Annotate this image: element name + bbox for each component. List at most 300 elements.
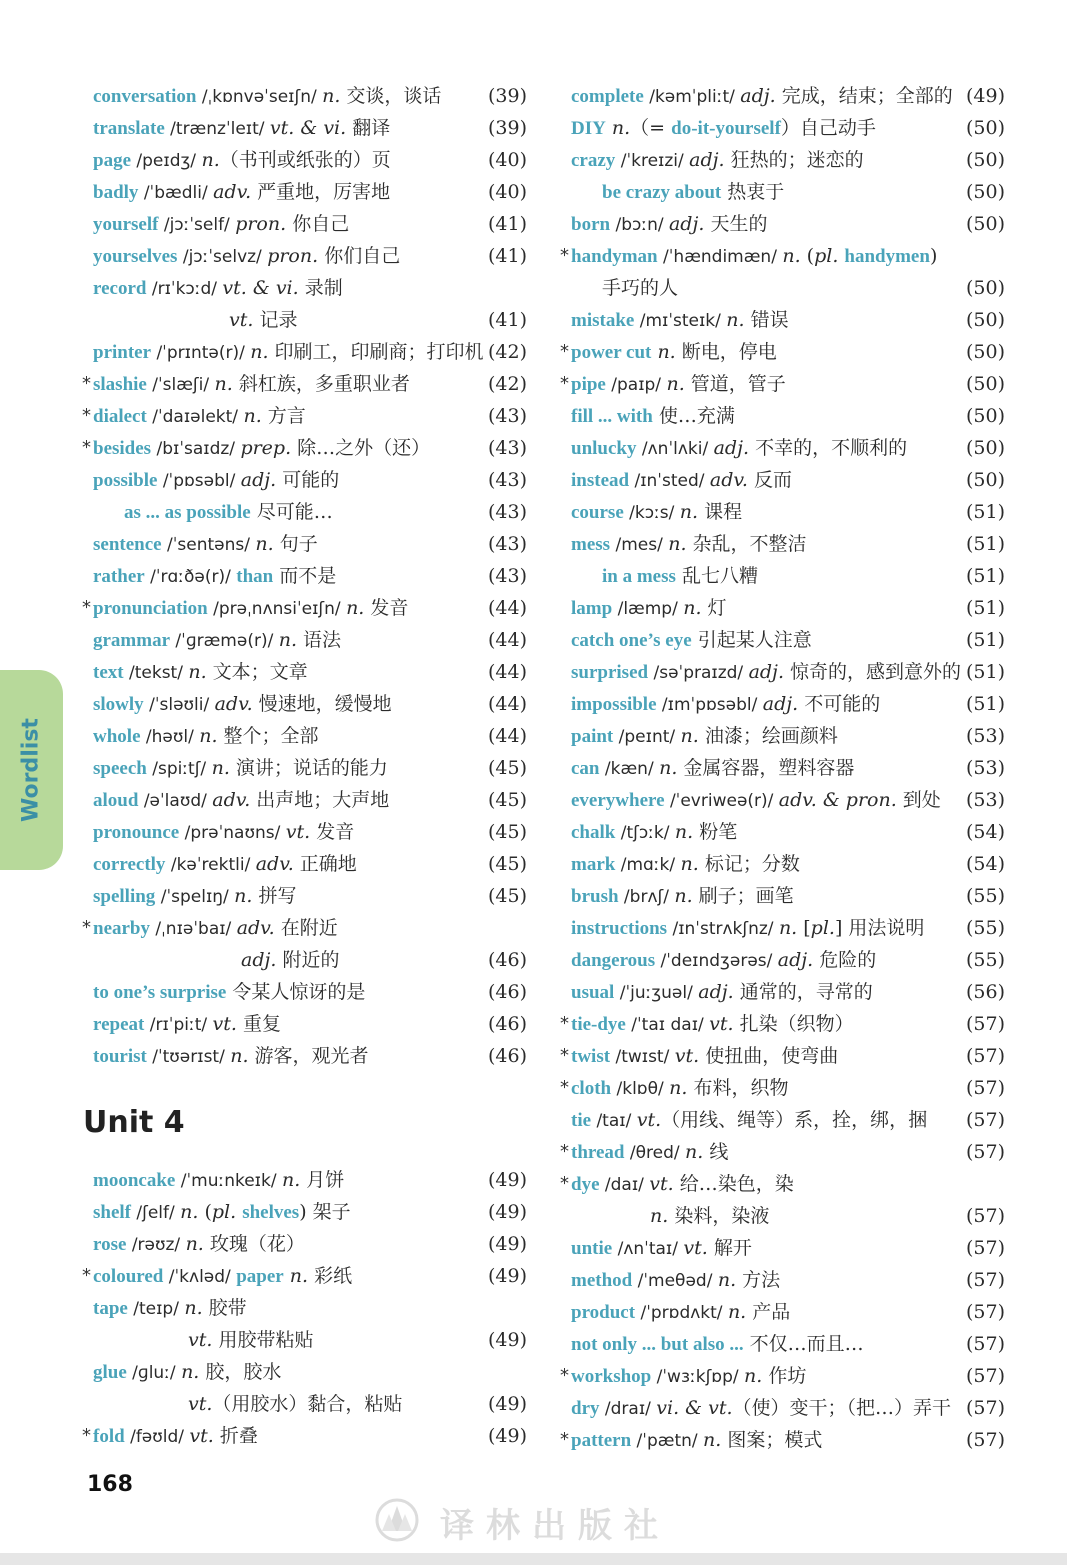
star-marker: *: [560, 1173, 569, 1194]
phonetic: /teɪp/: [127, 1299, 185, 1319]
wordlist-entry: [82, 400, 527, 432]
phonetic: /ˈsentəns/: [161, 535, 256, 555]
phonetic: /rɪˈpiːt/: [144, 1015, 213, 1035]
unit4-entry-list: [82, 1164, 527, 1452]
part-of-speech: adv.: [214, 693, 253, 715]
part-of-speech: pron.: [235, 213, 287, 235]
star-marker: *: [82, 405, 91, 426]
page-reference: (53): [965, 757, 1005, 779]
definition: 除…之外（还）: [291, 437, 431, 459]
definition: 染料，染液: [668, 1205, 770, 1227]
headword: do-it-yourself: [671, 118, 781, 139]
entry-text: [571, 1392, 951, 1425]
headword: everywhere: [571, 790, 665, 811]
wordlist-entry: [560, 1168, 1005, 1200]
phonetic: /jɔːˈself/: [158, 215, 236, 235]
phonetic: /ˈspelɪŋ/: [155, 887, 235, 907]
part-of-speech: n.: [680, 725, 699, 747]
entry-text: [571, 304, 789, 337]
headword: conversation: [93, 86, 197, 107]
definition: 通常的，寻常的: [733, 981, 873, 1003]
page-reference: (55): [965, 885, 1005, 907]
headword: product: [571, 1302, 636, 1323]
part-of-speech: vt.: [188, 1329, 213, 1351]
entry-text: [571, 1008, 854, 1041]
definition: 杂乱，不整洁: [686, 533, 807, 555]
phonetic: /ɪnˈstrʌkʃnz/: [667, 919, 779, 939]
part-of-speech: vt. & vi.: [269, 117, 347, 139]
page-reference: (42): [487, 373, 527, 395]
part-of-speech: n.: [668, 533, 687, 555]
phonetic: /ɪmˈpɒsəbl/: [656, 695, 763, 715]
part-of-speech: n.: [322, 85, 341, 107]
entry-text: [571, 1136, 728, 1169]
entry-text: [229, 304, 297, 336]
entry-text: [571, 592, 727, 625]
page-reference: (54): [965, 853, 1005, 875]
page-reference: (57): [965, 1141, 1005, 1163]
definition: 斜杠族，多重职业者: [232, 373, 410, 395]
headword: sentence: [93, 534, 162, 555]
part-of-speech: n.: [180, 1201, 199, 1223]
page-reference: (49): [487, 1169, 527, 1191]
wordlist-entry: [560, 144, 1005, 176]
headword: unlucky: [571, 438, 637, 459]
part-of-speech: n.: [184, 1297, 203, 1319]
phonetic: /ˈslæʃi/: [146, 375, 215, 395]
entry-text: [93, 1164, 344, 1197]
phonetic: /tekst/: [123, 663, 189, 683]
entry-text: [93, 624, 341, 657]
phonetic: /ˈdeɪndʒərəs/: [655, 951, 778, 971]
page-reference: (57): [965, 1237, 1005, 1259]
part-of-speech: n.: [346, 597, 365, 619]
entry-text: [650, 1200, 769, 1232]
phonetic: /ˈprɒdʌkt/: [635, 1303, 728, 1323]
entry-text: [93, 368, 410, 401]
definition: 整个；全部: [217, 725, 319, 747]
headword: thread: [571, 1142, 625, 1163]
headword: glue: [93, 1362, 127, 1383]
part-of-speech: adv.: [236, 917, 275, 939]
part-of-speech: adv.: [213, 181, 252, 203]
page-reference: (49): [487, 1201, 527, 1223]
wordlist-entry: [560, 400, 1005, 432]
phonetic: /ˈmeθəd/: [632, 1271, 718, 1291]
wordlist-entry: [560, 1104, 1005, 1136]
entry-text: [571, 880, 794, 913]
part-of-speech: n.: [281, 1169, 301, 1191]
entry-text: [571, 1296, 790, 1329]
headword: cloth: [571, 1078, 612, 1099]
page-reference: (43): [487, 437, 527, 459]
phonetic: /jɔːˈselvz/: [177, 247, 268, 267]
entry-text: [571, 976, 873, 1009]
page-reference: (46): [487, 949, 527, 971]
headword: dangerous: [571, 950, 656, 971]
part-of-speech: n.: [250, 341, 269, 363]
definition: （使）变干；（把…）弄干: [732, 1397, 952, 1419]
wordlist-entry: [560, 752, 1005, 784]
definition: 方法: [736, 1269, 781, 1291]
phonetic: /əˈlaʊd/: [138, 791, 213, 811]
entry-text: [93, 816, 354, 849]
phonetic: /spiːtʃ/: [146, 759, 212, 779]
page-reference: (39): [487, 117, 527, 139]
page-reference: (50): [965, 341, 1005, 363]
part-of-speech: vi. & vt.: [656, 1397, 733, 1419]
entry-text: [571, 1328, 864, 1361]
definition: 你们自己: [318, 245, 401, 267]
page-reference: (57): [965, 1301, 1005, 1323]
page-reference: (43): [487, 405, 527, 427]
entry-text: [571, 1072, 788, 1105]
definition: 使…充满: [652, 405, 735, 427]
entry-text: [571, 1360, 806, 1393]
page-reference: (49): [487, 1265, 527, 1287]
page-reference: (40): [487, 181, 527, 203]
star-marker: *: [560, 1013, 569, 1034]
entry-text: [241, 944, 339, 976]
entry-text: [571, 112, 876, 145]
entry-text: [93, 912, 338, 945]
entry-text: [571, 656, 961, 689]
entry-text: [571, 144, 864, 177]
wordlist-entry: [82, 560, 527, 592]
headword: possible: [93, 470, 158, 491]
part-of-speech: adj.: [777, 949, 814, 971]
phonetic: /ˈpɒsəbl/: [157, 471, 241, 491]
star-marker: *: [82, 917, 91, 938]
wordlist-entry: [82, 752, 527, 784]
wordlist-entry: [560, 560, 1005, 592]
wordlist-entry: [560, 816, 1005, 848]
wordlist-entry: [560, 880, 1005, 912]
definition: 你自己: [286, 213, 350, 235]
page-reference: (57): [965, 1077, 1005, 1099]
wordlist-entry: [560, 208, 1005, 240]
definition: 给…染色，染: [673, 1173, 794, 1195]
wordlist-entry: [82, 880, 527, 912]
part-of-speech: adj.: [689, 149, 725, 171]
definition: 游客，观光者: [248, 1045, 369, 1067]
page-reference: (46): [487, 1045, 527, 1067]
wordlist-entry: [560, 1328, 1005, 1360]
wordlist-entry: [560, 1232, 1005, 1264]
part-of-speech: vt. & vi.: [222, 277, 299, 299]
wordlist-entry: [560, 1072, 1005, 1104]
page-reference: (50): [965, 373, 1005, 395]
page-reference: (57): [965, 1269, 1005, 1291]
entry-text: [93, 784, 389, 817]
wordlist-entry: [82, 80, 527, 112]
headword: mistake: [571, 310, 635, 331]
entry-text: [93, 752, 388, 785]
page-reference: (46): [487, 981, 527, 1003]
definition: 发音: [364, 597, 409, 619]
part-of-speech: n.: [744, 1365, 763, 1387]
part-of-speech: adv.: [212, 789, 251, 811]
wordlist-entry: [82, 1292, 527, 1324]
definition: 粉笔: [693, 821, 738, 843]
definition: 不可能的: [798, 693, 881, 715]
phonetic: /brʌʃ/: [618, 887, 675, 907]
definition: 严重地，厉害地: [251, 181, 391, 203]
phonetic: /ˈevriweə(r)/: [664, 791, 779, 811]
definition: 到处: [896, 789, 941, 811]
page-reference: (45): [487, 789, 527, 811]
definition: 录制: [298, 277, 343, 299]
wordlist-entry: [560, 1200, 1005, 1232]
headword: fill ... with: [571, 406, 653, 427]
entry-text: [571, 368, 786, 401]
headword: complete: [571, 86, 644, 107]
definition: （=: [630, 117, 672, 139]
phonetic: /ˈpætn/: [631, 1431, 704, 1451]
headword: twist: [571, 1046, 611, 1067]
part-of-speech: n.: [782, 245, 801, 267]
page-reference: (41): [487, 213, 527, 235]
entry-text: [93, 1228, 305, 1261]
entry-text: [93, 976, 365, 1009]
phonetic: /rɪˈkɔːd/: [146, 279, 223, 299]
page-reference: (45): [487, 885, 527, 907]
headword: tie-dye: [571, 1014, 626, 1035]
headword: untie: [571, 1238, 613, 1259]
part-of-speech: n.: [659, 757, 678, 779]
headword: besides: [93, 438, 152, 459]
page-reference: (54): [965, 821, 1005, 843]
part-of-speech: n.: [666, 373, 685, 395]
page-reference: (57): [965, 1397, 1005, 1419]
entry-text: [571, 720, 838, 753]
publisher-name: 译林出版社: [440, 1506, 670, 1546]
phonetic: /peɪdʒ/: [131, 151, 202, 171]
part-of-speech: n.: [778, 917, 798, 939]
wordlist-entry: [82, 784, 527, 816]
page-reference: (50): [965, 309, 1005, 331]
definition: 热衷于: [721, 181, 785, 203]
definition: 可能的: [276, 469, 340, 491]
unit-heading: [82, 1072, 527, 1164]
headword: slowly: [93, 694, 144, 715]
headword: as ... as possible: [124, 502, 251, 523]
headword: instead: [571, 470, 630, 491]
phonetic: /ɡluː/: [126, 1363, 182, 1383]
entry-text: [93, 1356, 281, 1389]
entry-text: [571, 208, 767, 241]
entry-text: [571, 688, 880, 721]
definition: 不仅…而且…: [743, 1333, 864, 1355]
tree-logo-icon: [374, 1497, 420, 1543]
star-marker: *: [560, 1429, 569, 1450]
definition: ): [929, 245, 938, 267]
headword: spelling: [93, 886, 156, 907]
definition: ) 架子: [299, 1201, 351, 1223]
definition: 刷子；画笔: [692, 885, 794, 907]
page-reference: (57): [965, 1429, 1005, 1451]
part-of-speech: prep.: [240, 437, 292, 459]
entry-text: [188, 1324, 313, 1356]
wordlist-entry: [82, 592, 527, 624]
page-reference: (57): [965, 1205, 1005, 1227]
wordlist-entry: [82, 496, 527, 528]
page-reference: (51): [965, 533, 1005, 555]
definition: 慢速地，缓慢地: [252, 693, 392, 715]
definition: 演讲；说话的能力: [229, 757, 388, 779]
headword: to one’s surprise: [93, 982, 227, 1003]
part-of-speech: n.: [683, 597, 702, 619]
part-of-speech: n.: [726, 309, 745, 331]
wordlist-entry: [82, 976, 527, 1008]
part-of-speech: vt.: [212, 1013, 237, 1035]
page-reference: (50): [965, 117, 1005, 139]
page-reference: (50): [965, 149, 1005, 171]
headword: dry: [571, 1398, 600, 1419]
definition: ] 用法说明: [834, 917, 925, 939]
star-marker: *: [560, 1141, 569, 1162]
definition: 标记；分数: [698, 853, 800, 875]
part-of-speech: adj.: [748, 661, 784, 683]
entry-text: [93, 400, 306, 433]
wordlist-entry: [560, 336, 1005, 368]
wordlist-entry: [560, 912, 1005, 944]
headword: record: [93, 278, 147, 299]
definition: （用线、绳等）系，拴，绑，捆: [661, 1109, 928, 1131]
headword: pipe: [571, 374, 606, 395]
entry-text: [93, 208, 349, 241]
headword: handyman: [571, 246, 658, 267]
definition: 发音: [310, 821, 355, 843]
wordlist-entry: [82, 1008, 527, 1040]
phonetic: /ˈwɜːkʃɒp/: [651, 1367, 744, 1387]
page-reference: (41): [487, 245, 527, 267]
page-reference: (49): [487, 1393, 527, 1415]
page-reference: (46): [487, 1013, 527, 1035]
part-of-speech: n.: [703, 1429, 722, 1451]
wordlist-entry: [560, 1040, 1005, 1072]
part-of-speech: pron.: [267, 245, 319, 267]
definition: 线: [703, 1141, 729, 1163]
phonetic: /mes/: [610, 535, 669, 555]
page-reference: (53): [965, 789, 1005, 811]
definition: 金属容器，塑料容器: [677, 757, 855, 779]
entry-text: [93, 240, 400, 273]
page-reference: (51): [965, 693, 1005, 715]
wordlist-entry: [82, 1260, 527, 1292]
entry-text: [571, 784, 941, 817]
headword: instructions: [571, 918, 668, 939]
part-of-speech: n.: [201, 149, 220, 171]
page-reference: (51): [965, 597, 1005, 619]
wordlist-entry: [560, 656, 1005, 688]
definition: 油漆；绘画颜料: [698, 725, 838, 747]
wordlist-entry: [560, 368, 1005, 400]
wordlist-entry: [560, 848, 1005, 880]
headword: surprised: [571, 662, 649, 683]
part-of-speech: vt.: [189, 1425, 214, 1447]
definition: 句子: [273, 533, 318, 555]
part-of-speech: vt.: [636, 1109, 662, 1131]
phonetic: /səˈpraɪzd/: [648, 663, 749, 683]
star-marker: *: [82, 1265, 91, 1286]
wordlist-entry: [560, 464, 1005, 496]
entry-text: [571, 400, 735, 433]
definition: 管道，管子: [684, 373, 786, 395]
definition: 记录: [253, 309, 298, 331]
wordlist-entry: [82, 112, 527, 144]
phonetic: /peɪnt/: [613, 727, 681, 747]
page-reference: (42): [487, 341, 527, 363]
headword: lamp: [571, 598, 613, 619]
headword: mark: [571, 854, 616, 875]
page-reference: (50): [965, 213, 1005, 235]
wordlist-entry: [82, 656, 527, 688]
part-of-speech: n.: [674, 821, 694, 843]
phonetic: /ʌnˈlʌki/: [636, 439, 714, 459]
wordlist-entry: [82, 1164, 527, 1196]
entry-text: [571, 496, 742, 529]
bottom-strip: [0, 1553, 1067, 1565]
page-reference: (43): [487, 501, 527, 523]
page-reference: (43): [487, 565, 527, 587]
entry-text: [571, 1104, 927, 1137]
wordlist-entry: [82, 432, 527, 464]
wordlist-entry: [560, 112, 1005, 144]
phonetic: /taɪ/: [591, 1111, 637, 1131]
headword: handymen: [844, 246, 930, 267]
headword: DIY: [571, 118, 606, 139]
headword: tie: [571, 1110, 592, 1131]
headword: whole: [93, 726, 141, 747]
definition: 令某人惊讶的是: [226, 981, 366, 1003]
part-of-speech: adj.: [240, 469, 277, 491]
part-of-speech: n.: [243, 405, 262, 427]
phonetic: /fəʊld/: [124, 1427, 190, 1447]
wordlist-entry: [560, 1136, 1005, 1168]
definition: 文本；文章: [206, 661, 308, 683]
part-of-speech: vt.: [683, 1237, 708, 1259]
headword: pronunciation: [93, 598, 208, 619]
entry-text: [93, 144, 391, 177]
definition: 在附近: [274, 917, 338, 939]
entry-text: [571, 1264, 780, 1297]
part-of-speech: n.: [199, 725, 218, 747]
entry-text: [93, 112, 390, 145]
definition: 乱七八糟: [675, 565, 758, 587]
entry-text: [93, 880, 297, 913]
definition: 印刷工，印刷商；打印机: [268, 341, 484, 363]
right-entry-list: [560, 80, 1005, 1456]
phonetic: /θred/: [624, 1143, 686, 1163]
part-of-speech: adj.: [241, 949, 277, 971]
definition: ）自己动手: [780, 117, 876, 139]
wordlist-entry: [82, 720, 527, 752]
star-marker: *: [82, 437, 91, 458]
phonetic: /kæn/: [599, 759, 660, 779]
wordlist-entry: [82, 176, 527, 208]
unit-heading-text: Unit 4: [83, 1105, 185, 1140]
entry-text: [571, 432, 907, 465]
headword: be crazy about: [602, 182, 722, 203]
part-of-speech: n.: [717, 1269, 737, 1291]
wordlist-entry: [560, 1264, 1005, 1296]
phonetic: /kɔːs/: [623, 503, 680, 523]
wordlist-entry: [560, 80, 1005, 112]
wordlist-entry: [560, 496, 1005, 528]
page-reference: (45): [487, 821, 527, 843]
part-of-speech: adv.: [709, 469, 748, 491]
